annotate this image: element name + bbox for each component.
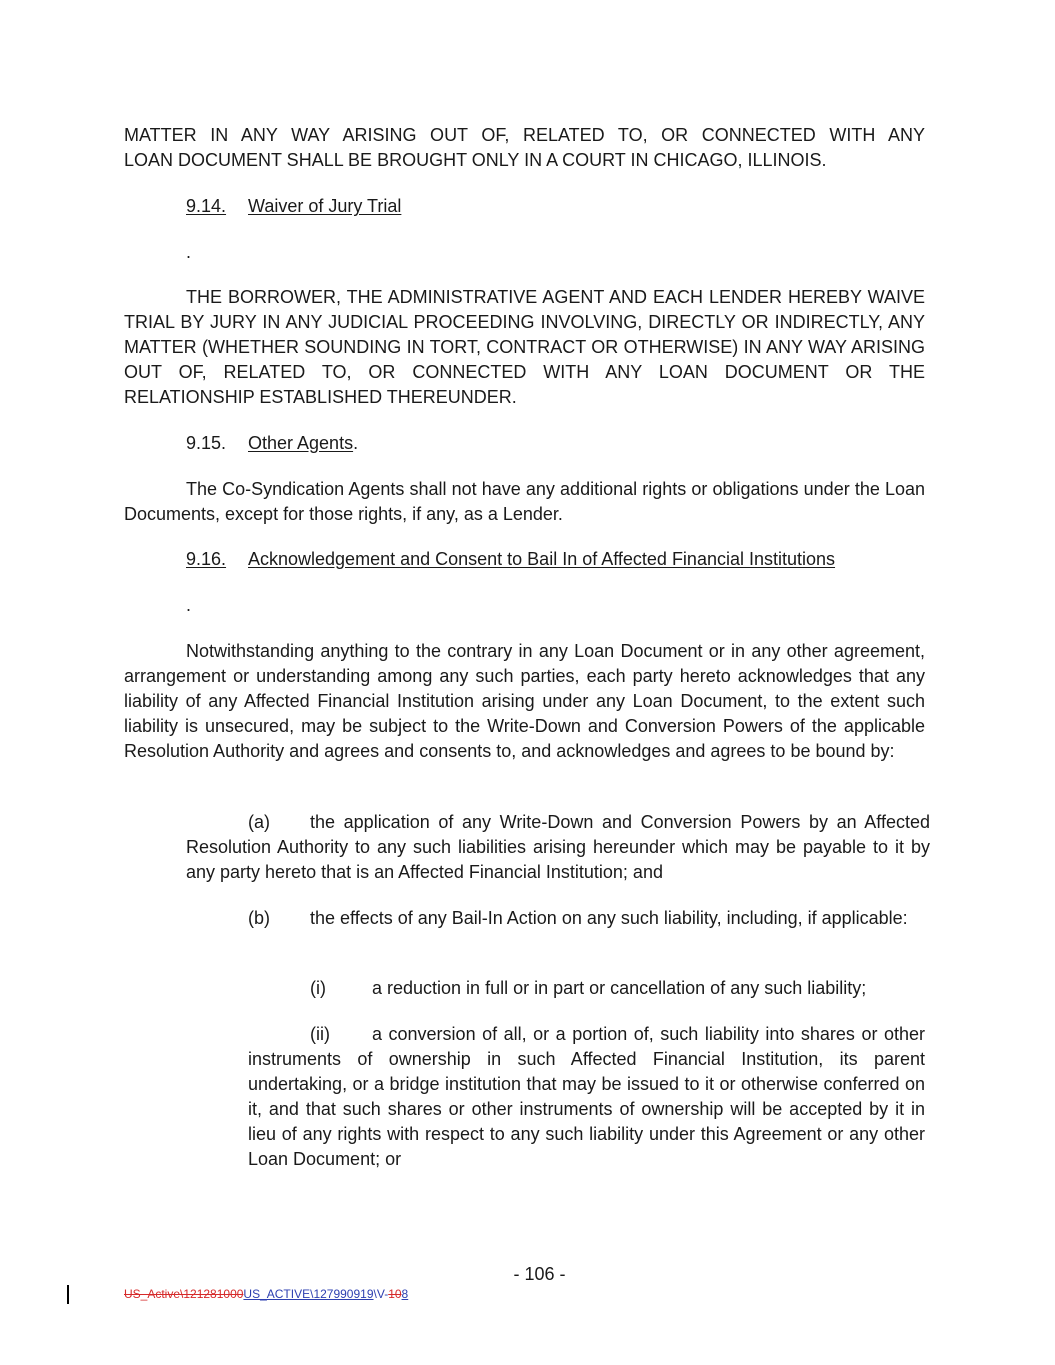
section-9-16-body: Notwithstanding anything to the contrary in any Loan Document or in any other agreement, arrangement or understanding among any such parties, each party hereto acknowledges that any liability of any Affected Financial Institution arising under any Loan Document, to the extent such liability is unsecured, may be subject to the Write-Down and Conversion Powers of the applicable Resolution Authority and agrees and consents to, and acknowledges and agrees to be bound by: (124, 641, 925, 761)
section-9-16-number: 9.16. (186, 549, 227, 569)
section-9-16-title: Acknowledgement and Consent to Bail In of Affected Financial Institutions (248, 549, 836, 569)
clause-a-label: (a) (248, 812, 270, 832)
section-9-15-title-suffix: . (353, 433, 359, 453)
change-bar (67, 1285, 69, 1304)
clause-i (248, 976, 925, 1001)
clause-b-text: the effects of any Bail-In Action on any such liability, including, if applicable: (310, 908, 908, 928)
clause-a-text: the application of any Write-Down and Conversion Powers by an Affected Resolution Authority to any such liabilities arising hereunder which may be payable to it by any party hereto that is an Affected Financial Institution; and (186, 812, 930, 882)
continuation-line-1: MATTER IN ANY WAY ARISING OUT OF, RELATED TO, OR CONNECTED WITH ANY (124, 125, 925, 145)
footer-version-prefix: \V- (373, 1287, 389, 1301)
clause-b-label: (b) (248, 908, 270, 928)
footer-deleted-version: 10 (388, 1287, 402, 1301)
footer-inserted-id: US_ACTIVE\127990919 (243, 1287, 374, 1301)
section-9-14-body: THE BORROWER, THE ADMINISTRATIVE AGENT AND EACH LENDER HEREBY WAIVE TRIAL BY JURY IN ANY JUDICIAL PROCEEDING INVOLVING, DIRECTLY OR INDIRECTLY, ANY MATTER (WHETHER SOUNDING IN TORT, CONTRACT OR OTHERWISE) IN ANY WAY ARISING OUT OF, RELATED TO, OR CONNECTED WITH ANY LOAN DOCUMENT OR THE RELATIONSHIP ESTABLISHED THEREUNDER. (124, 287, 925, 407)
clause-a (186, 810, 930, 885)
clause-ii-text: a conversion of all, or a portion of, such liability into shares or other instruments of ownership in such Affected Financial Institution, its parent undertaking, or a bridge institution that may be issued to it or otherwise conferred on it, and that such shares or other instruments of ownership will be accepted by it in lieu of any rights with respect to any such liability under this Agreement or any other Loan Document; or (248, 1024, 925, 1169)
page-number: - 106 - (513, 1264, 566, 1284)
footer-document-id (124, 1286, 408, 1302)
section-9-14-heading (186, 194, 401, 219)
section-9-15-number: 9.15. (186, 433, 227, 453)
footer-deleted-id: US_Active\121281000 (124, 1287, 244, 1301)
section-9-15-title: Other Agents (248, 433, 354, 453)
section-9-16-heading (186, 547, 835, 572)
section-9-14-number: 9.14. (186, 196, 227, 216)
footer-inserted-version: 8 (401, 1287, 409, 1301)
section-9-14-dot: . (186, 242, 192, 262)
section-9-15-heading (186, 431, 358, 456)
clause-i-label: (i) (310, 978, 326, 998)
clause-i-text: a reduction in full or in part or cancellation of any such liability; (372, 978, 867, 998)
clause-b (186, 906, 925, 931)
clause-ii-label: (ii) (310, 1024, 330, 1044)
clause-ii (248, 1022, 925, 1172)
section-9-14-title: Waiver of Jury Trial (248, 196, 402, 216)
section-9-15-body: The Co-Syndication Agents shall not have any additional rights or obligations under the Loan Documents, except for those rights, if any, as a Lender. (124, 479, 925, 524)
section-9-16-dot: . (186, 595, 192, 615)
continuation-line-2: LOAN DOCUMENT SHALL BE BROUGHT ONLY IN A COURT IN CHICAGO, ILLINOIS. (124, 150, 827, 170)
